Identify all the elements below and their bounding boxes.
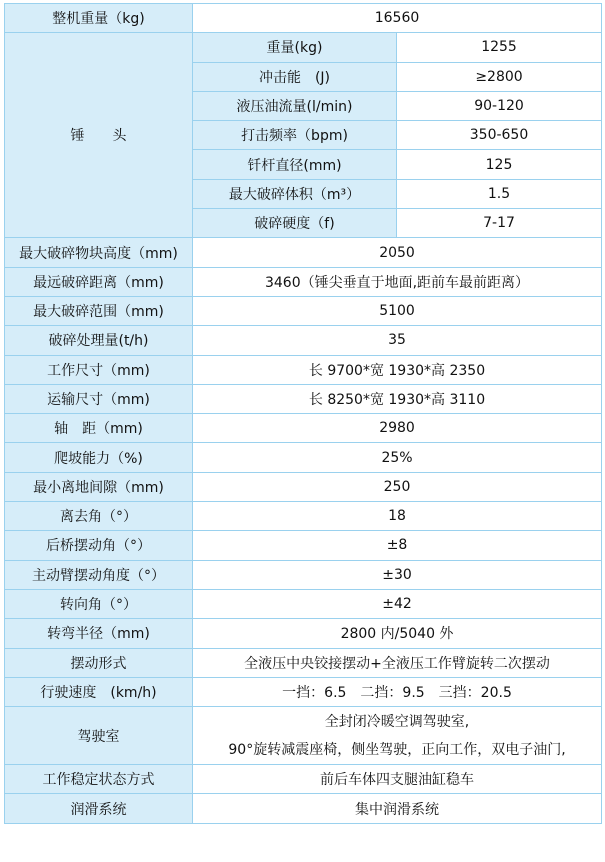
row-value: 35 <box>193 326 602 355</box>
row-label: 工作尺寸（mm) <box>5 355 193 384</box>
cab-line-2: 90°旋转减震座椅，侧坐驾驶，正向工作，双电子油门, <box>228 741 566 758</box>
row-label: 转向角（°） <box>5 589 193 618</box>
table-row <box>5 472 602 501</box>
row-label: 工作稳定状态方式 <box>5 765 193 794</box>
row-value: 18 <box>193 502 602 531</box>
table-row <box>5 33 602 62</box>
sub-value: 1.5 <box>397 179 602 208</box>
sub-label: 最大破碎体积（m³） <box>193 179 397 208</box>
sub-value: ≥2800 <box>397 62 602 91</box>
table-row <box>5 589 602 618</box>
row-label: 润滑系统 <box>5 794 193 823</box>
row-value: 2050 <box>193 238 602 267</box>
sub-label: 破碎硬度（f) <box>193 209 397 238</box>
row-label: 离去角（°） <box>5 502 193 531</box>
cab-line-1: 全封闭冷暖空调驾驶室, <box>324 713 470 730</box>
row-label: 主动臂摆动角度（°） <box>5 560 193 589</box>
table-row <box>5 384 602 413</box>
row-value: 5100 <box>193 296 602 325</box>
row-label: 最大破碎物块高度（mm) <box>5 238 193 267</box>
cab-label: 驾驶室 <box>5 707 193 765</box>
row-value: ±42 <box>193 589 602 618</box>
table-row <box>5 794 602 823</box>
row-label: 破碎处理量(t/h) <box>5 326 193 355</box>
row-value: 3460（锤尖垂直于地面,距前车最前距离） <box>193 267 602 296</box>
table-row <box>5 560 602 589</box>
sub-label: 打击频率（bpm) <box>193 121 397 150</box>
row-value: 前后车体四支腿油缸稳车 <box>193 765 602 794</box>
table-row <box>5 443 602 472</box>
spec-table <box>4 3 602 824</box>
table-row <box>5 355 602 384</box>
row-label: 整机重量（kg) <box>5 4 193 33</box>
sub-label: 钎杆直径(mm) <box>193 150 397 179</box>
row-label: 最小离地间隙（mm) <box>5 472 193 501</box>
table-row <box>5 267 602 296</box>
hammer-label: 锤 头 <box>5 33 193 238</box>
row-value: 2800 内/5040 外 <box>193 619 602 648</box>
table-row <box>5 326 602 355</box>
row-value: 2980 <box>193 414 602 443</box>
sub-value: 90-120 <box>397 91 602 120</box>
row-label: 最远破碎距离（mm) <box>5 267 193 296</box>
row-value: ±30 <box>193 560 602 589</box>
row-label: 转弯半径（mm) <box>5 619 193 648</box>
sub-value: 350-650 <box>397 121 602 150</box>
row-value: 250 <box>193 472 602 501</box>
table-row <box>5 4 602 33</box>
row-label: 轴 距（mm) <box>5 414 193 443</box>
row-label: 后桥摆动角（°） <box>5 531 193 560</box>
table-row <box>5 677 602 706</box>
sub-value: 1255 <box>397 33 602 62</box>
row-value: 16560 <box>193 4 602 33</box>
sub-value: 125 <box>397 150 602 179</box>
row-value: 集中润滑系统 <box>193 794 602 823</box>
table-row <box>5 414 602 443</box>
row-label: 行驶速度 (km/h) <box>5 677 193 706</box>
row-value: 全液压中央铰接摆动+全液压工作臂旋转二次摆动 <box>193 648 602 677</box>
row-label: 运输尺寸（mm) <box>5 384 193 413</box>
table-row <box>5 531 602 560</box>
table-row <box>5 765 602 794</box>
table-row <box>5 619 602 648</box>
table-row <box>5 648 602 677</box>
table-row <box>5 238 602 267</box>
sub-label: 液压油流量(l/min) <box>193 91 397 120</box>
row-value: 25% <box>193 443 602 472</box>
table-row <box>5 707 602 765</box>
table-row <box>5 296 602 325</box>
table-row <box>5 502 602 531</box>
row-label: 摆动形式 <box>5 648 193 677</box>
sub-label: 重量(kg) <box>193 33 397 62</box>
cab-value <box>193 707 602 765</box>
row-value: ±8 <box>193 531 602 560</box>
row-label: 最大破碎范围（mm) <box>5 296 193 325</box>
row-value: 长 9700*宽 1930*高 2350 <box>193 355 602 384</box>
row-value: 长 8250*宽 1930*高 3110 <box>193 384 602 413</box>
sub-label: 冲击能 (J) <box>193 62 397 91</box>
row-value: 一挡：6.5 二挡：9.5 三挡：20.5 <box>193 677 602 706</box>
row-label: 爬坡能力（%) <box>5 443 193 472</box>
sub-value: 7-17 <box>397 209 602 238</box>
